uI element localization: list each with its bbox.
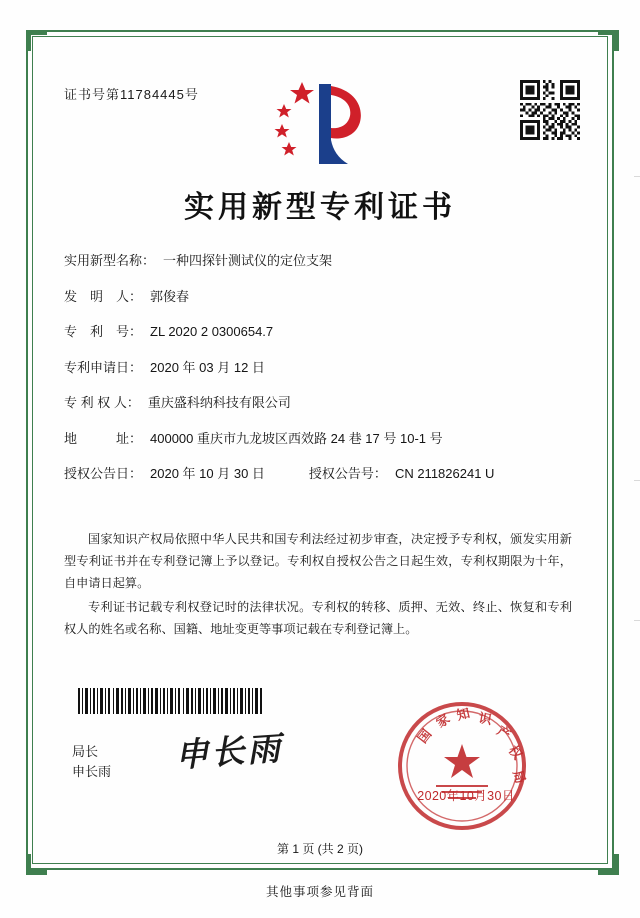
- field-label: 发 明 人：: [64, 288, 143, 304]
- page-edge-artifact: [634, 620, 640, 621]
- signature-labels: [72, 742, 111, 782]
- field-row-patent-number: [64, 323, 574, 341]
- svg-text:产: 产: [493, 723, 513, 744]
- page-title: 实用新型专利证书: [184, 190, 456, 225]
- field-label-grant-number: 授权公告号：: [308, 466, 387, 481]
- svg-text:家: 家: [433, 711, 454, 732]
- svg-text:局: 局: [509, 768, 528, 786]
- footer-note: 其他事项参见背面: [265, 885, 374, 899]
- field-value: 2020 年 03 月 12 日: [150, 359, 265, 375]
- red-official-seal-icon: [396, 700, 528, 832]
- svg-text:权: 权: [504, 743, 525, 763]
- legal-text-block: [64, 528, 572, 642]
- certificate-number: 证书号第11784445号: [64, 87, 199, 102]
- corner-ornament-bottom-left: [26, 854, 47, 875]
- field-row-patentee: [64, 394, 574, 412]
- signature-role-label: 局长: [72, 744, 99, 759]
- seal-date: 2020年10月30日: [417, 789, 515, 803]
- paragraph-grant-statement: 国家知识产权局依照中华人民共和国专利法经过初步审查，决定授予专利权，颁发实用新型专利证书并在专利登记簿上予以登记。专利权自授权公告之日起生效，专利权期限为十年，自申请日起算。: [64, 532, 572, 590]
- field-value-grant-number: CN 211826241 U: [394, 466, 495, 481]
- field-row-utility-model-name: [64, 252, 574, 270]
- corner-ornament-top-left: [26, 30, 47, 51]
- patent-office-emblem-icon: [272, 78, 368, 168]
- field-row-application-date: [64, 359, 574, 377]
- field-value: 一种四探针测试仪的定位支架: [163, 253, 333, 268]
- field-label: 地 址：: [64, 430, 143, 446]
- page-edge-artifact: [634, 480, 640, 481]
- corner-ornament-bottom-right: [598, 854, 619, 875]
- svg-text:国: 国: [415, 726, 436, 747]
- signature-name-label: 申长雨: [72, 764, 112, 779]
- field-value: ZL 2020 2 0300654.7: [150, 324, 274, 339]
- paragraph-register-statement: 专利证书记载专利权登记时的法律状况。专利权的转移、质押、无效、终止、恢复和专利权人的姓名或名称、国籍、地址变更等事项记载在专利登记簿上。: [64, 600, 572, 636]
- certificate-fields: [64, 252, 574, 501]
- field-label-grant-date: 授权公告日：: [64, 466, 143, 481]
- field-label: 实用新型名称：: [64, 253, 156, 268]
- field-value-grant-date: 2020 年 10 月 30 日: [150, 466, 265, 481]
- qr-code-icon: [520, 80, 580, 140]
- page-edge-artifact: [634, 176, 640, 177]
- field-label: 专利申请日：: [64, 359, 143, 375]
- field-row-inventor: [64, 288, 574, 306]
- field-value: 郭俊春: [150, 288, 190, 304]
- field-row-address: [64, 430, 574, 448]
- field-label: 专 利 权 人：: [64, 395, 140, 410]
- barcode-icon: [78, 688, 264, 714]
- field-value: 400000 重庆市九龙坡区西效路 24 巷 17 号 10-1 号: [150, 430, 443, 446]
- field-row-grant-announcement: [64, 465, 574, 483]
- page-number: 第 1 页 (共 2 页): [276, 842, 363, 856]
- field-value: 重庆盛科纳科技有限公司: [147, 395, 291, 410]
- corner-ornament-top-right: [598, 30, 619, 51]
- svg-text:识: 识: [477, 711, 493, 729]
- handwritten-signature: 申长雨: [173, 728, 285, 775]
- svg-text:知: 知: [455, 706, 472, 724]
- field-label: 专 利 号：: [64, 324, 143, 339]
